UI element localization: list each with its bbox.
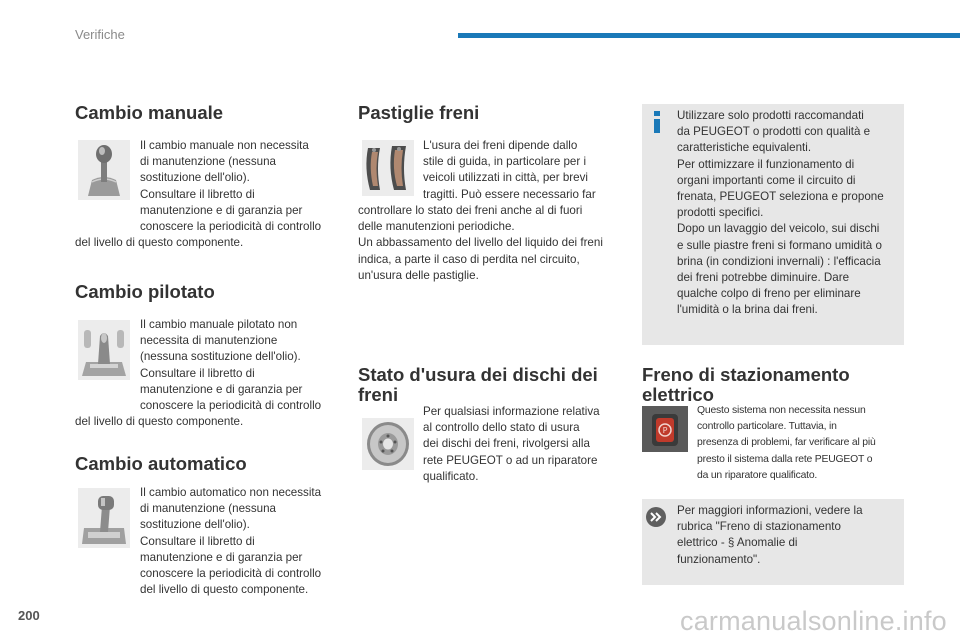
text-line: Dopo un lavaggio del veicolo, sui dischi — [677, 222, 880, 236]
text-line: rete PEUGEOT o ad un riparatore — [423, 453, 598, 467]
text-line: Il cambio manuale non necessita — [140, 139, 309, 152]
piloted-gear-lever-icon — [78, 320, 130, 380]
text-line: (nessuna sostituzione dell'olio). — [140, 350, 301, 364]
info-icon — [650, 111, 664, 133]
brake-disc-icon — [362, 418, 414, 470]
text-line: del livello di questo componente. — [140, 583, 309, 597]
title-line: Stato d'usura dei dischi dei — [358, 364, 598, 385]
text-line: conoscere la periodicità di controllo — [140, 220, 322, 234]
text-line: conoscere la periodicità di controllo — [140, 567, 322, 581]
text-line: Consultare il libretto di — [140, 534, 255, 548]
text-line: e sulle piastre freni si formano umidità o — [677, 238, 882, 252]
svg-text:P: P — [662, 426, 668, 435]
text-line: sostituzione dell'olio). — [140, 518, 250, 532]
automatic-gear-lever-icon — [78, 488, 130, 548]
text-line: da un riparatore qualificato. — [697, 469, 818, 481]
see-also-text — [677, 503, 899, 568]
text-line: qualche colpo di freno per eliminare — [677, 287, 861, 301]
pads-text-full — [358, 203, 633, 284]
title-line: elettrico — [642, 384, 714, 405]
text-line: manutenzione e di garanzia per — [140, 382, 303, 396]
text-line: Il cambio automatico non necessita — [140, 486, 322, 499]
header-title: Verifiche — [75, 27, 125, 42]
text-line: frenata, PEUGEOT seleziona e propone — [677, 190, 884, 204]
text-line: indica, a parte il caso di perdita nel circuito, — [358, 252, 580, 266]
title-line: freni — [358, 384, 399, 405]
text-line: brina (in condizioni invernali) : l'efficacia — [677, 254, 881, 268]
watermark: carmanualsonline.info — [680, 606, 947, 636]
title-line: Freno di stazionamento — [642, 364, 850, 385]
text-line: dei freni potrebbe diminuire. Dare — [677, 271, 850, 285]
text-line: Per qualsiasi informazione relativa — [423, 405, 600, 418]
manual-gear-lever-icon — [78, 140, 130, 200]
text-line: del livello di questo componente. — [75, 236, 244, 249]
text-line: di manutenzione (nessuna — [140, 155, 276, 169]
text-line: organi importanti come il circuito di — [677, 173, 856, 187]
parking-text — [697, 403, 907, 484]
text-line: funzionamento". — [677, 552, 761, 566]
text-line: presto il sistema dalla rete PEUGEOT o — [697, 453, 873, 465]
manual-gearbox-title: Cambio manuale — [75, 102, 224, 123]
text-line: stile di guida, in particolare per i — [423, 155, 587, 169]
manual-text-inset — [140, 138, 350, 235]
text-line: sostituzione dell'olio). — [140, 171, 250, 185]
brake-pads-icon — [362, 140, 414, 196]
brake-pads-title: Pastiglie freni — [358, 102, 480, 123]
pointer-arrow-icon — [646, 507, 666, 527]
text-line: l'umidità o la brina dai freni. — [677, 303, 818, 317]
text-line: dei dischi dei freni, rivolgersi alla — [423, 437, 590, 451]
text-line: elettrico - § Anomalie di — [677, 536, 798, 550]
text-line: Questo sistema non necessita nessun — [697, 405, 866, 416]
text-line: qualificato. — [423, 469, 479, 483]
text-line: del livello di questo componente. — [75, 415, 244, 428]
text-line: L'usura dei freni dipende dallo — [423, 139, 578, 152]
text-line: conoscere la periodicità di controllo — [140, 399, 322, 413]
text-line: prodotti specifici. — [677, 206, 764, 220]
automatic-text — [140, 485, 350, 598]
page-number: 200 — [18, 608, 40, 623]
text-line: Per maggiori informazioni, vedere la — [677, 504, 863, 517]
text-line: necessita di manutenzione — [140, 334, 278, 348]
manual-text-full — [75, 235, 345, 251]
text-line: controllare lo stato dei freni anche al di fuori — [358, 204, 583, 217]
text-line: un'usura delle pastiglie. — [358, 268, 479, 282]
piloted-gearbox-title: Cambio pilotato — [75, 281, 215, 302]
text-line: manutenzione e di garanzia per — [140, 203, 303, 217]
text-line: rubrica "Freno di stazionamento — [677, 520, 841, 534]
parking-brake-warning-icon — [642, 406, 688, 452]
text-line: manutenzione e di garanzia per — [140, 550, 303, 564]
brake-discs-title — [358, 365, 598, 405]
text-line: tragitti. Può essere necessario far — [423, 187, 596, 201]
info-note-text — [677, 108, 902, 319]
piloted-text-inset — [140, 317, 350, 414]
text-line: da PEUGEOT o prodotti con qualità e — [677, 125, 871, 139]
text-line: caratteristiche equivalenti. — [677, 141, 812, 155]
header-accent-bar — [458, 33, 960, 38]
text-line: Per ottimizzare il funzionamento di — [677, 157, 855, 171]
text-line: Un abbassamento del livello del liquido dei freni — [358, 236, 603, 250]
text-line: Consultare il libretto di — [140, 366, 255, 380]
piloted-text-full — [75, 414, 345, 430]
text-line: Consultare il libretto di — [140, 187, 255, 201]
text-line: di manutenzione (nessuna — [140, 502, 276, 516]
text-line: Utilizzare solo prodotti raccomandati — [677, 109, 864, 122]
text-line: veicoli utilizzati in città, per brevi — [423, 171, 588, 185]
parking-brake-title — [642, 365, 850, 405]
text-line: delle manutenzioni periodiche. — [358, 220, 515, 234]
text-line: controllo particolare. Tuttavia, in — [697, 421, 837, 433]
automatic-gearbox-title: Cambio automatico — [75, 453, 247, 474]
pads-text-inset — [423, 138, 628, 203]
text-line: al controllo dello stato di usura — [423, 421, 580, 435]
discs-text — [423, 404, 628, 485]
text-line: Il cambio manuale pilotato non — [140, 318, 298, 331]
text-line: presenza di problemi, far verificare al più — [697, 437, 876, 449]
